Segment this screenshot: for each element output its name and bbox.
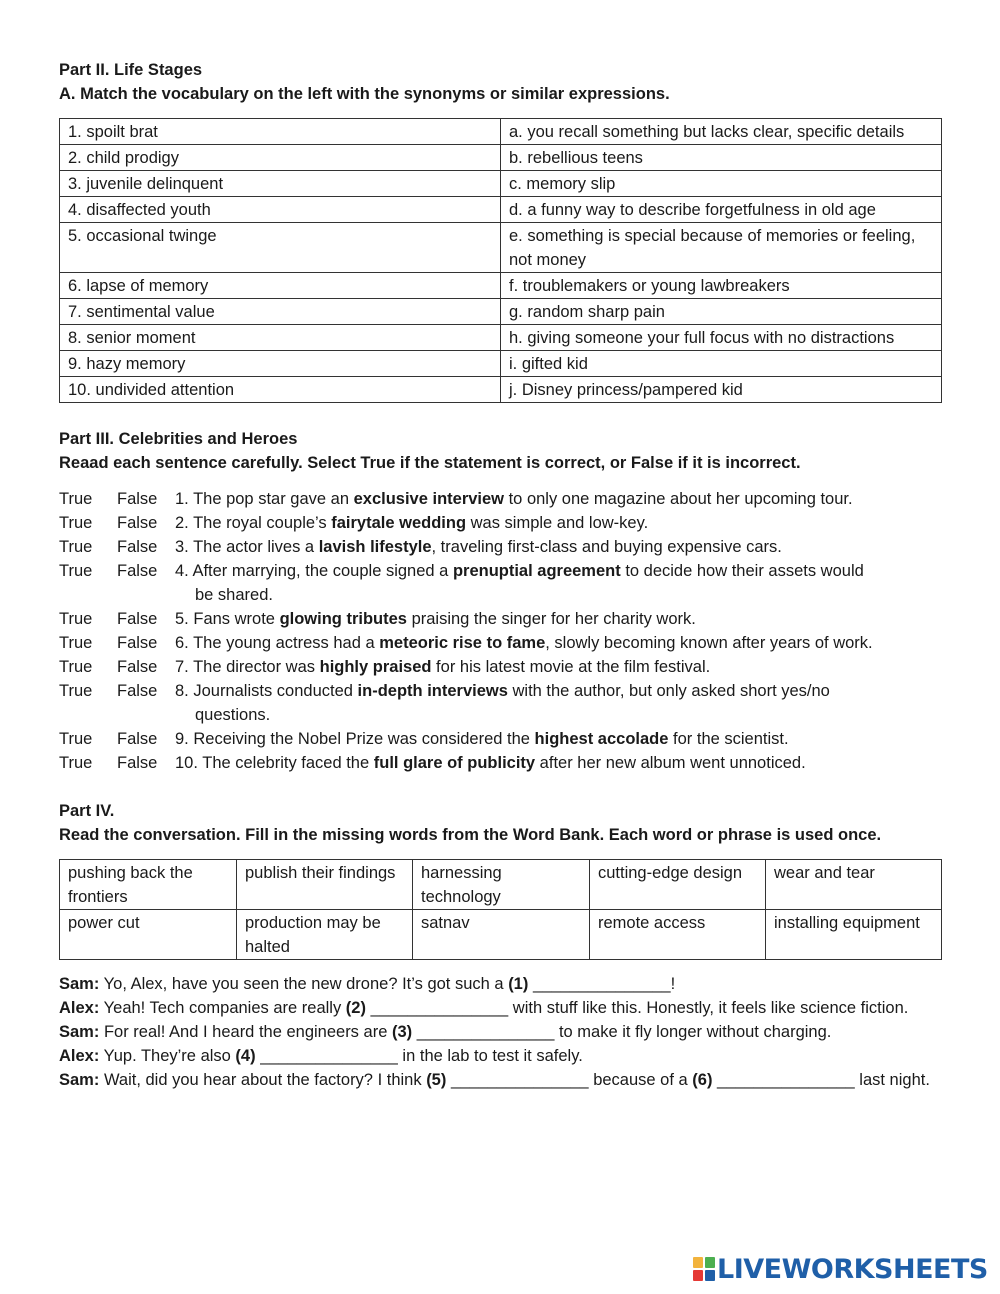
true-option[interactable]: True xyxy=(59,538,93,556)
statement-number: 10. xyxy=(175,754,198,772)
match-row xyxy=(60,273,942,299)
word-bank-cell: satnav xyxy=(413,910,590,960)
match-row xyxy=(60,119,942,145)
statement-number: 3. xyxy=(175,538,189,556)
conversation-text: in the lab to test it safely. xyxy=(397,1047,583,1065)
false-option[interactable]: False xyxy=(117,754,158,772)
blank-number: (3) xyxy=(391,1023,413,1041)
statement-key-phrase: glowing tributes xyxy=(279,610,407,628)
false-option[interactable]: False xyxy=(117,562,158,580)
false-option[interactable]: False xyxy=(117,490,158,508)
false-option[interactable]: False xyxy=(117,634,158,652)
conversation-line xyxy=(59,996,941,1020)
statement-continuation: questions. xyxy=(195,706,271,724)
speaker-name: Sam: xyxy=(59,1071,100,1089)
true-option[interactable]: True xyxy=(59,682,93,700)
tf-item xyxy=(59,559,941,607)
statement-before: The celebrity faced the xyxy=(202,754,374,772)
word-bank-cell: harnessing technology xyxy=(413,860,590,910)
statement-key-phrase: meteoric rise to fame xyxy=(379,634,546,652)
statement-after: , slowly becoming known after years of work. xyxy=(545,634,873,652)
statement xyxy=(175,559,941,607)
tf-item xyxy=(59,487,941,511)
blank-number: (4) xyxy=(235,1047,256,1065)
statement-after: praising the singer for her charity work. xyxy=(406,610,696,628)
statement-before: Journalists conducted xyxy=(193,682,358,700)
match-row xyxy=(60,377,942,403)
true-option[interactable]: True xyxy=(59,730,93,748)
answer-blank[interactable]: _______________ xyxy=(370,999,509,1017)
statement-after: for his latest movie at the film festival. xyxy=(431,658,711,676)
conversation-text: because of a xyxy=(588,1071,693,1089)
statement-line xyxy=(175,487,941,511)
vocab-cell: 1. spoilt brat xyxy=(60,119,501,145)
statement-line xyxy=(175,535,941,559)
statement-number: 7. xyxy=(175,658,189,676)
statement-number: 2. xyxy=(175,514,189,532)
tf-item xyxy=(59,751,941,775)
false-option[interactable]: False xyxy=(117,514,158,532)
conversation xyxy=(59,972,941,1092)
statement xyxy=(175,607,941,631)
speaker-name: Alex: xyxy=(59,1047,100,1065)
vocab-cell: 10. undivided attention xyxy=(60,377,501,403)
true-option[interactable]: True xyxy=(59,658,93,676)
vocab-cell: 7. sentimental value xyxy=(60,299,501,325)
statement-number: 9. xyxy=(175,730,189,748)
statement-continuation: be shared. xyxy=(195,586,273,604)
synonym-cell: a. you recall something but lacks clear, specific details xyxy=(501,119,942,145)
statement xyxy=(175,487,941,511)
part4-title: Part IV. xyxy=(59,802,115,820)
match-row xyxy=(60,299,942,325)
statement-key-phrase: prenuptial agreement xyxy=(452,562,621,580)
tf-item xyxy=(59,607,941,631)
match-row xyxy=(60,171,942,197)
false-option[interactable]: False xyxy=(117,730,158,748)
tf-item xyxy=(59,655,941,679)
statement-line xyxy=(175,607,941,631)
word-bank-cell: wear and tear xyxy=(766,860,942,910)
statement xyxy=(175,727,941,751)
word-bank-cell: pushing back the frontiers xyxy=(60,860,237,910)
part3-instruction: Reaad each sentence carefully. Select True if the statement is correct, or False if it is incorrect. xyxy=(59,454,801,472)
tf-item xyxy=(59,511,941,535)
statement-after: for the scientist. xyxy=(668,730,789,748)
answer-blank[interactable]: _______________ xyxy=(416,1023,555,1041)
statement-before: After marrying, the couple signed a xyxy=(192,562,453,580)
true-false-list xyxy=(59,487,941,775)
match-row xyxy=(60,325,942,351)
true-option[interactable]: True xyxy=(59,634,93,652)
false-option[interactable]: False xyxy=(117,658,158,676)
word-bank-cell: production may be halted xyxy=(237,910,413,960)
speaker-name: Sam: xyxy=(59,975,100,993)
statement-number: 1. xyxy=(175,490,189,508)
statement-after: with the author, but only asked short yes/no xyxy=(507,682,830,700)
answer-blank[interactable]: _______________ xyxy=(450,1071,589,1089)
synonym-cell: g. random sharp pain xyxy=(501,299,942,325)
answer-blank[interactable]: _______________ xyxy=(532,975,671,993)
logo-mark-icon xyxy=(693,1257,715,1281)
synonym-cell: i. gifted kid xyxy=(501,351,942,377)
vocab-cell: 2. child prodigy xyxy=(60,145,501,171)
word-bank-cell: remote access xyxy=(590,910,766,960)
conversation-line xyxy=(59,1044,941,1068)
statement-before: The royal couple’s xyxy=(193,514,332,532)
synonym-cell: c. memory slip xyxy=(501,171,942,197)
statement xyxy=(175,655,941,679)
synonym-cell: e. something is special because of memories or feeling, not money xyxy=(501,223,942,273)
statement-before: The director was xyxy=(193,658,320,676)
logo-text: LIVEWORKSHEETS xyxy=(717,1253,988,1285)
statement-line xyxy=(175,727,941,751)
word-bank-cell: cutting-edge design xyxy=(590,860,766,910)
conversation-text: For real! And I heard the engineers are xyxy=(99,1023,392,1041)
word-bank-cell: power cut xyxy=(60,910,237,960)
part2-instruction: A. Match the vocabulary on the left with the synonyms or similar expressions. xyxy=(59,85,670,103)
statement-before: The young actress had a xyxy=(193,634,380,652)
statement xyxy=(175,679,941,727)
vocab-cell: 5. occasional twinge xyxy=(60,223,501,273)
match-row xyxy=(60,145,942,171)
statement-after: , traveling first-class and buying expensive cars. xyxy=(431,538,782,556)
blank-number: (5) xyxy=(426,1071,447,1089)
conversation-text: Yo, Alex, have you seen the new drone? It’s got such a xyxy=(99,975,509,993)
statement-number: 5. xyxy=(175,610,189,628)
conversation-line xyxy=(59,972,941,996)
conversation-text: Yup. They’re also xyxy=(99,1047,236,1065)
blank-number: (1) xyxy=(508,975,529,993)
synonym-cell: j. Disney princess/pampered kid xyxy=(501,377,942,403)
true-option[interactable]: True xyxy=(59,610,93,628)
statement-key-phrase: fairytale wedding xyxy=(331,514,467,532)
part2-title: Part II. Life Stages xyxy=(59,61,203,79)
conversation-text: to make it fly longer without charging. xyxy=(554,1023,832,1041)
conversation-text: Wait, did you hear about the factory? I think xyxy=(99,1071,427,1089)
word-bank-row xyxy=(60,910,942,960)
statement-after: was simple and low-key. xyxy=(466,514,649,532)
statement-line xyxy=(175,511,941,535)
true-option[interactable]: True xyxy=(59,514,93,532)
speaker-name: Sam: xyxy=(59,1023,100,1041)
statement-after: to only one magazine about her upcoming tour. xyxy=(504,490,853,508)
statement-key-phrase: highly praised xyxy=(319,658,432,676)
answer-blank[interactable]: _______________ xyxy=(717,1071,855,1089)
conversation-text: with stuff like this. Honestly, it feels like science fiction. xyxy=(508,999,909,1017)
match-row xyxy=(60,351,942,377)
vocab-cell: 4. disaffected youth xyxy=(60,197,501,223)
true-option[interactable]: True xyxy=(59,490,93,508)
true-option[interactable]: True xyxy=(59,562,93,580)
true-option[interactable]: True xyxy=(59,754,93,772)
tf-item xyxy=(59,535,941,559)
conversation-text: ! xyxy=(670,975,676,993)
speaker-name: Alex: xyxy=(59,999,100,1017)
matching-table xyxy=(59,118,942,403)
tf-item xyxy=(59,679,941,727)
statement-line xyxy=(175,559,941,583)
false-option[interactable]: False xyxy=(117,682,158,700)
vocab-cell: 9. hazy memory xyxy=(60,351,501,377)
match-row xyxy=(60,223,942,273)
conversation-text: last night. xyxy=(854,1071,930,1089)
answer-blank[interactable]: _______________ xyxy=(260,1047,398,1065)
false-option[interactable]: False xyxy=(117,538,158,556)
statement-after: after her new album went unnoticed. xyxy=(535,754,806,772)
conversation-text: Yeah! Tech companies are really xyxy=(99,999,346,1017)
statement-line xyxy=(175,679,941,703)
liveworksheets-logo xyxy=(693,1255,989,1283)
vocab-cell: 8. senior moment xyxy=(60,325,501,351)
blank-number: (2) xyxy=(345,999,366,1017)
blank-number: (6) xyxy=(692,1071,713,1089)
statement xyxy=(175,631,941,655)
statement-before: Fans wrote xyxy=(193,610,280,628)
vocab-cell: 6. lapse of memory xyxy=(60,273,501,299)
statement-key-phrase: exclusive interview xyxy=(353,490,505,508)
word-bank-cell: publish their findings xyxy=(237,860,413,910)
statement-number: 6. xyxy=(175,634,189,652)
vocab-cell: 3. juvenile delinquent xyxy=(60,171,501,197)
part4-instruction: Read the conversation. Fill in the missing words from the Word Bank. Each word or phrase is used once. xyxy=(59,826,882,844)
statement-line xyxy=(175,631,941,655)
statement-after: to decide how their assets would xyxy=(620,562,864,580)
part3-title: Part III. Celebrities and Heroes xyxy=(59,430,298,448)
statement-key-phrase: highest accolade xyxy=(534,730,669,748)
word-bank-row xyxy=(60,860,942,910)
statement xyxy=(175,511,941,535)
statement xyxy=(175,751,941,775)
statement xyxy=(175,535,941,559)
synonym-cell: f. troublemakers or young lawbreakers xyxy=(501,273,942,299)
statement-key-phrase: full glare of publicity xyxy=(373,754,536,772)
word-bank-cell: installing equipment xyxy=(766,910,942,960)
tf-item xyxy=(59,727,941,751)
statement-line xyxy=(175,655,941,679)
conversation-line xyxy=(59,1068,941,1092)
statement-before: Receiving the Nobel Prize was considered the xyxy=(193,730,535,748)
statement-before: The actor lives a xyxy=(193,538,319,556)
match-row xyxy=(60,197,942,223)
synonym-cell: h. giving someone your full focus with no distractions xyxy=(501,325,942,351)
statement-before: The pop star gave an xyxy=(193,490,354,508)
tf-item xyxy=(59,631,941,655)
statement-number: 8. xyxy=(175,682,189,700)
synonym-cell: d. a funny way to describe forgetfulness in old age xyxy=(501,197,942,223)
statement-key-phrase: in-depth interviews xyxy=(357,682,508,700)
conversation-line xyxy=(59,1020,941,1044)
statement-key-phrase: lavish lifestyle xyxy=(318,538,432,556)
statement-line xyxy=(175,751,941,775)
synonym-cell: b. rebellious teens xyxy=(501,145,942,171)
word-bank-table xyxy=(59,859,942,960)
worksheet-page xyxy=(59,58,941,1092)
false-option[interactable]: False xyxy=(117,610,158,628)
statement-number: 4. xyxy=(175,562,189,580)
